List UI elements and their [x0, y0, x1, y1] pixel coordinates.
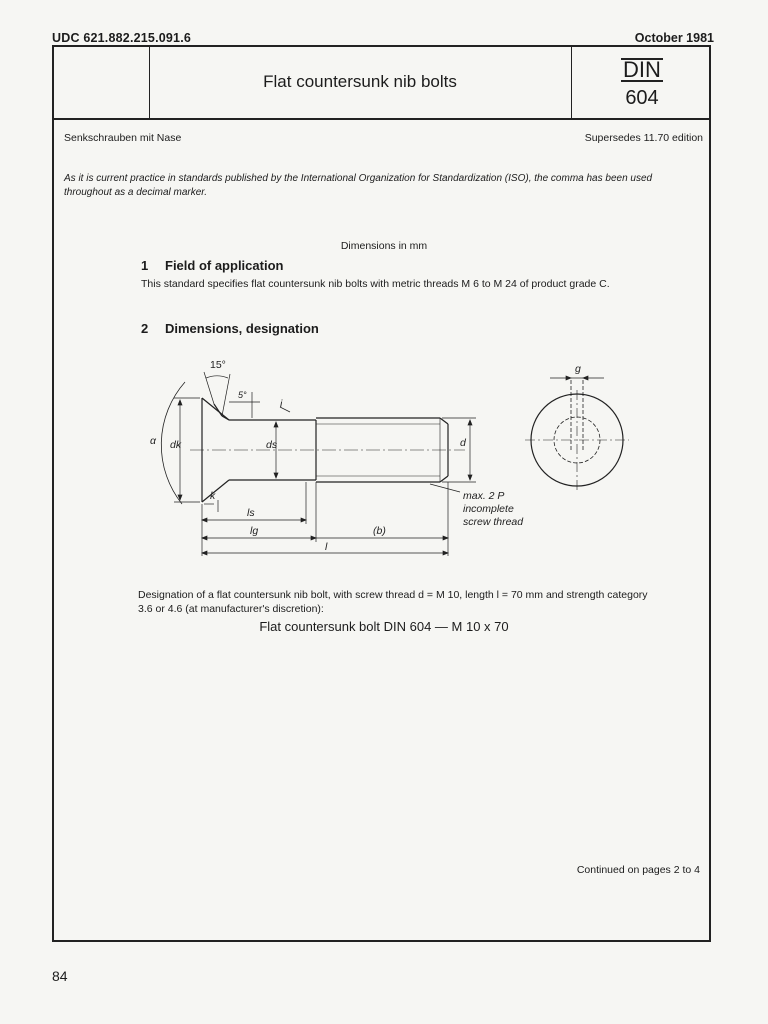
label-k: k	[210, 490, 216, 502]
section-2-number: 2	[141, 321, 149, 336]
section-2-title: Dimensions, designation	[165, 321, 319, 336]
section-2-heading	[141, 321, 319, 336]
label-b: (b)	[373, 525, 386, 537]
document-title: Flat countersunk nib bolts	[263, 72, 457, 91]
supersedes-note: Supersedes 11.70 edition	[584, 132, 703, 144]
designation-text: Designation of a flat countersunk nib bolt, with screw thread d = M 10, length l = 70 mm and strength category 3.6 or 4.6 (at manufacturer's discretion):	[138, 589, 648, 615]
page-number: 84	[52, 968, 68, 984]
label-ls: ls	[247, 507, 255, 519]
label-15-degree: 15°	[210, 359, 226, 371]
bolt-side-view	[190, 398, 465, 502]
section-1-heading	[141, 258, 283, 273]
thread-note-2: incomplete	[463, 503, 514, 515]
section-1-title: Field of application	[165, 258, 284, 273]
label-l: l	[325, 541, 328, 553]
label-ds: ds	[266, 439, 278, 451]
label-alpha: α	[150, 435, 156, 447]
dimensions-note: Dimensions in mm	[340, 240, 428, 252]
din-logo	[572, 58, 712, 82]
din-logo-text: DIN	[623, 57, 661, 82]
issue-date: October 1981	[634, 31, 714, 45]
thread-note-3: screw thread	[463, 516, 524, 528]
label-d: d	[460, 437, 466, 449]
label-lg: lg	[250, 525, 259, 537]
din-number: 604	[625, 87, 659, 109]
label-i: i	[280, 398, 283, 410]
german-subtitle: Senkschrauben mit Nase	[64, 132, 182, 144]
bolt-end-view	[525, 376, 629, 492]
bolt-technical-drawing	[130, 352, 650, 567]
iso-decimal-note: As it is current practice in standards published by the International Organization for Standardization (ISO), the comma has been used throughout as a decimal marker.	[64, 173, 653, 198]
label-g: g	[575, 363, 581, 375]
length-dimensions	[202, 482, 460, 556]
udc-number: UDC 621.882.215.091.6	[52, 31, 192, 45]
designation-example: Flat countersunk bolt DIN 604 — M 10 x 70	[259, 619, 509, 634]
label-5-degree: 5°	[238, 390, 247, 400]
continued-note: Continued on pages 2 to 4	[576, 864, 700, 876]
section-1-number: 1	[141, 258, 149, 273]
label-dk: dk	[170, 439, 182, 451]
section-1-text: This standard specifies flat countersunk nib bolts with metric threads M 6 to M 24 of product grade C.	[141, 278, 610, 290]
thread-note-1: max. 2 P	[463, 490, 505, 502]
header-divider-left	[149, 45, 150, 120]
